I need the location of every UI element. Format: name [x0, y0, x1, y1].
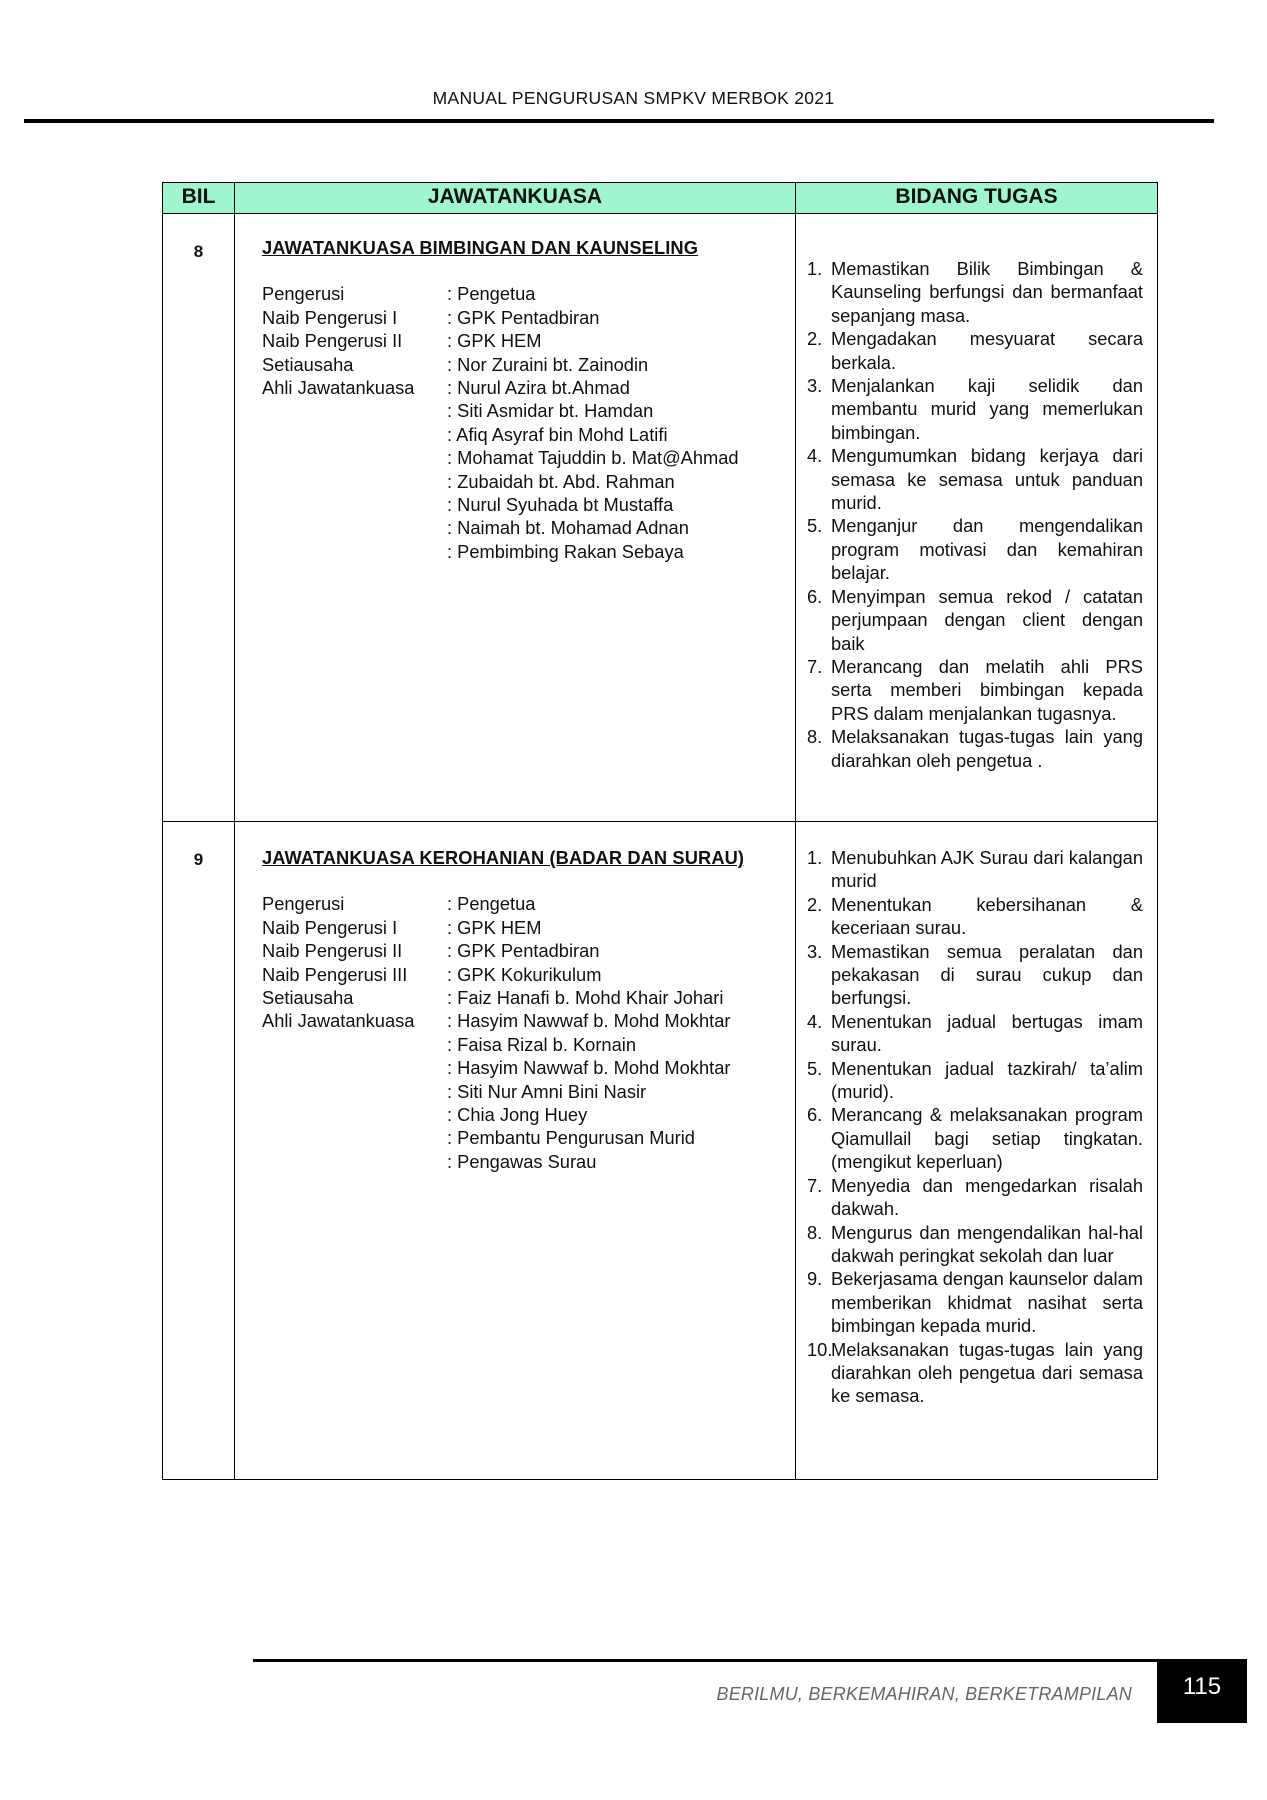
member-role: Setiausaha [262, 987, 354, 1009]
column-header-jawatankuasa: JAWATANKUASA [235, 183, 796, 214]
member-name: : Siti Asmidar bt. Hamdan [447, 400, 654, 422]
member-role: Ahli Jawatankuasa [262, 377, 415, 399]
duty-text: Memastikan Bilik Bimbingan & Kaunseling berfungsi dan bermanfaat sepanjang masa. [831, 258, 1143, 326]
duty-text: Merancang dan melatih ahli PRS serta memberi bimbingan kepada PRS dalam menjalankan tugasnya. [831, 655, 1143, 724]
duty-text: Melaksanakan tugas-tugas lain yang diarahkan oleh pengetua . [831, 726, 1143, 771]
member-name: : Nurul Azira bt.Ahmad [447, 377, 630, 399]
member-role [262, 493, 447, 516]
list-item [807, 514, 1143, 584]
member-line [262, 1033, 787, 1056]
list-item [807, 1174, 1143, 1221]
duty-text: Melaksanakan tugas-tugas lain yang diarahkan oleh pengetua dari semasa ke semasa. [831, 1338, 1143, 1407]
list-item [807, 1010, 1143, 1057]
member-line [262, 516, 787, 539]
member-role: Naib Pengerusi II [262, 330, 403, 352]
member-line [262, 916, 787, 939]
member-name: : Pengetua [447, 893, 536, 915]
list-item [807, 444, 1143, 514]
member-line [262, 446, 787, 469]
member-role: Naib Pengerusi II [262, 940, 403, 962]
duties-list [807, 257, 1143, 772]
member-line [262, 282, 787, 305]
member-role [262, 540, 447, 563]
duties-cell [796, 214, 1158, 822]
list-item [807, 940, 1143, 1010]
member-line [262, 1080, 787, 1103]
member-role: Naib Pengerusi III [262, 963, 408, 985]
column-header-bidang-tugas: BIDANG TUGAS [796, 183, 1158, 214]
duty-text: Menjalankan kaji selidik dan membantu murid yang memerlukan bimbingan. [831, 375, 1143, 443]
duty-number: 4. [807, 445, 823, 467]
member-name: : Pembantu Pengurusan Murid [447, 1127, 695, 1149]
member-line [262, 939, 787, 962]
member-role [262, 1150, 447, 1173]
duty-number: 3. [807, 375, 823, 397]
member-line [262, 399, 787, 422]
member-name: : Afiq Asyraf bin Mohd Latifi [447, 423, 668, 445]
member-line [262, 329, 787, 352]
list-item [807, 257, 1143, 327]
member-name: : Faisa Rizal b. Kornain [447, 1033, 636, 1055]
duty-number: 5. [807, 1057, 823, 1079]
table-row [163, 822, 1158, 1480]
duty-number: 3. [807, 940, 823, 962]
member-line [262, 1150, 787, 1173]
member-line [262, 1126, 787, 1149]
member-line [262, 493, 787, 516]
duty-number: 1. [807, 258, 823, 279]
table-header-row [163, 183, 1158, 214]
list-item [807, 327, 1143, 374]
member-name: : Naimah bt. Mohamad Adnan [447, 517, 689, 539]
duty-number: 6. [807, 585, 823, 607]
duty-number: 5. [807, 515, 823, 537]
list-item [807, 585, 1143, 655]
list-item [807, 846, 1143, 893]
row-number: 8 [163, 214, 235, 822]
list-item [807, 655, 1143, 725]
member-role: Pengerusi [262, 893, 345, 915]
header-divider [24, 119, 1214, 123]
member-name: : Nurul Syuhada bt Mustaffa [447, 494, 674, 516]
list-item [807, 374, 1143, 444]
member-role [262, 399, 447, 422]
list-item [807, 893, 1143, 940]
member-role: Pengerusi [262, 283, 345, 305]
duty-text: Mengurus dan mengendalikan hal-hal dakwah peringkat sekolah dan luar [831, 1221, 1143, 1266]
member-role [262, 516, 447, 539]
duty-text: Mengadakan mesyuarat secara berkala. [831, 328, 1143, 373]
member-line [262, 353, 787, 376]
committee-cell [235, 214, 796, 822]
member-name: : GPK HEM [447, 330, 542, 352]
member-name: : GPK Pentadbiran [447, 940, 600, 962]
list-item [807, 725, 1143, 772]
duty-number: 7. [807, 655, 823, 677]
member-role [262, 470, 447, 493]
member-role: Naib Pengerusi I [262, 306, 398, 328]
member-line [262, 540, 787, 563]
member-name: : Siti Nur Amni Bini Nasir [447, 1080, 647, 1102]
duty-text: Memastikan semua peralatan dan pekakasan di surau cukup dan berfungsi. [831, 940, 1143, 1009]
member-name: : Pengawas Surau [447, 1150, 597, 1172]
duty-text: Merancang & melaksanakan program Qiamullail bagi setiap tingkatan. (mengikut keperluan) [831, 1104, 1143, 1173]
committee-title: JAWATANKUASA BIMBINGAN DAN KAUNSELING [262, 237, 699, 258]
committee-title: JAWATANKUASA KEROHANIAN (BADAR DAN SURAU) [262, 847, 745, 868]
list-item [807, 1221, 1143, 1268]
row-number: 9 [163, 822, 235, 1480]
member-role: Setiausaha [262, 353, 354, 375]
member-line [262, 306, 787, 329]
duty-number: 2. [807, 893, 823, 915]
duty-text: Menentukan kebersihanan & keceriaan surau. [831, 893, 1143, 939]
member-line [262, 470, 787, 493]
member-name: : Pembimbing Rakan Sebaya [447, 540, 684, 562]
member-line [262, 1103, 787, 1126]
member-line [262, 376, 787, 399]
duty-number: 4. [807, 1010, 823, 1032]
duty-number: 6. [807, 1104, 823, 1126]
member-role [262, 1103, 447, 1126]
member-role [262, 1033, 447, 1056]
member-role [262, 1080, 447, 1103]
footer-motto: BERILMU, BERKEMAHIRAN, BERKETRAMPILAN [716, 1684, 1132, 1704]
member-name: : GPK Kokurikulum [447, 963, 602, 985]
member-role [262, 1126, 447, 1149]
column-header-bil: BIL [163, 183, 235, 214]
duty-text: Bekerjasama dengan kaunselor dalam memberikan khidmat nasihat serta bimbingan kepada murid. [831, 1268, 1143, 1337]
table-row [163, 214, 1158, 822]
duty-number: 8. [807, 1221, 823, 1243]
duty-text: Menyimpan semua rekod / catatan perjumpaan dengan client dengan baik [831, 585, 1143, 654]
member-line [262, 423, 787, 446]
member-role [262, 1056, 447, 1079]
member-name: : Hasyim Nawwaf b. Mohd Mokhtar [447, 1057, 731, 1079]
list-item [807, 1057, 1143, 1104]
duty-text: Menganjur dan mengendalikan program motivasi dan kemahiran belajar. [831, 515, 1143, 584]
duties-list [807, 846, 1143, 1408]
duty-number: 10. [807, 1338, 833, 1360]
page-number: 115 [1157, 1659, 1247, 1723]
duties-cell [796, 822, 1158, 1480]
committee-table [162, 182, 1158, 1480]
member-line [262, 1056, 787, 1079]
member-line [262, 1009, 787, 1032]
member-role: Naib Pengerusi I [262, 916, 398, 938]
member-name: : Zubaidah bt. Abd. Rahman [447, 470, 675, 492]
member-line [262, 963, 787, 986]
duty-text: Mengumumkan bidang kerjaya dari semasa ke semasa untuk panduan murid. [831, 445, 1143, 514]
duty-number: 9. [807, 1268, 823, 1290]
member-name: : Mohamat Tajuddin b. Mat@Ahmad [447, 447, 739, 469]
duty-number: 1. [807, 847, 823, 868]
duty-number: 8. [807, 726, 823, 748]
duty-text: Menubuhkan AJK Surau dari kalangan murid [831, 847, 1144, 892]
member-name: : Faiz Hanafi b. Mohd Khair Johari [447, 987, 724, 1009]
list-item [807, 1338, 1143, 1408]
duty-text: Menentukan jadual bertugas imam surau. [831, 1010, 1143, 1056]
member-name: : GPK Pentadbiran [447, 306, 600, 328]
footer-divider [253, 1659, 1157, 1662]
member-role [262, 423, 447, 446]
duty-text: Menyedia dan mengedarkan risalah dakwah. [831, 1174, 1143, 1220]
member-name: : Nor Zuraini bt. Zainodin [447, 353, 649, 375]
duty-number: 2. [807, 328, 823, 350]
member-line [262, 986, 787, 1009]
member-name: : Hasyim Nawwaf b. Mohd Mokhtar [447, 1010, 731, 1032]
committee-cell [235, 822, 796, 1480]
duty-text: Menentukan jadual tazkirah/ ta’alim (murid). [831, 1057, 1143, 1103]
member-name: : Chia Jong Huey [447, 1104, 588, 1126]
list-item [807, 1103, 1143, 1173]
member-role [262, 446, 447, 469]
member-role: Ahli Jawatankuasa [262, 1010, 415, 1032]
member-line [262, 892, 787, 915]
member-name: : Pengetua [447, 283, 536, 305]
page-header: MANUAL PENGURUSAN SMPKV MERBOK 2021 [432, 88, 835, 108]
duty-number: 7. [807, 1174, 823, 1196]
member-name: : GPK HEM [447, 916, 542, 938]
list-item [807, 1267, 1143, 1337]
